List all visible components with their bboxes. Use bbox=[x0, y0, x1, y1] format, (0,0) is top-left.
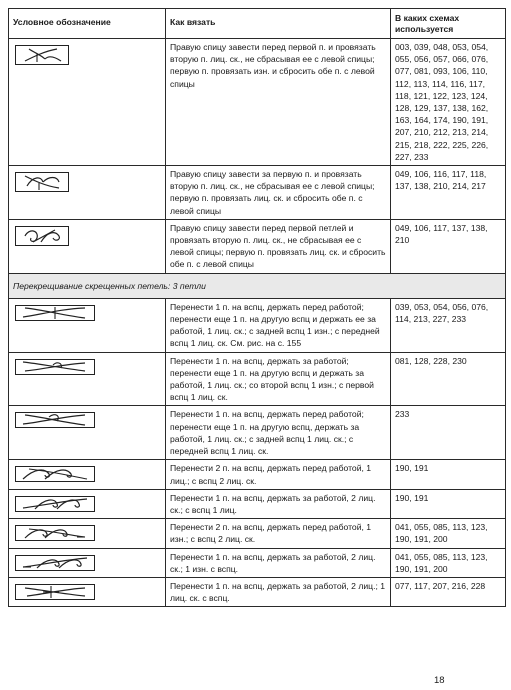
two-twisted-stitch-cross-left-icon bbox=[15, 226, 69, 246]
how-cell: Перенести 1 п. на вспц, держать за работой; перенести еще 1 п. на другую вспц и держать за работой, 1 лиц. ск.; со второй вспц 1 изн.; с первой вспц 1 лиц. ск. bbox=[166, 352, 391, 406]
schemes-cell: 049, 106, 117, 137, 138, 210 bbox=[391, 219, 506, 273]
how-cell: Перенести 1 п. на вспц, держать перед работой; перенести еще 1 п. на другую вспц, держать за работой, 1 лиц. ск.; с задней вспц 1 лиц. ск.; с передней вспц 1 лиц. ск. bbox=[166, 406, 391, 460]
schemes-cell: 077, 117, 207, 216, 228 bbox=[391, 577, 506, 606]
one-purl-two-right-cross-icon bbox=[15, 555, 95, 571]
symbol-cell bbox=[9, 577, 166, 606]
schemes-cell: 039, 053, 054, 056, 076, 114, 213, 227, 233 bbox=[391, 298, 506, 352]
symbol-table bbox=[8, 8, 506, 607]
schemes-cell: 081, 128, 228, 230 bbox=[391, 352, 506, 406]
section-title: Перекрещивание скрещенных петель: 3 петли bbox=[9, 273, 506, 298]
section-row bbox=[9, 273, 506, 298]
how-cell: Перенести 1 п. на вспц, держать за работой, 2 лиц. ск.; 1 изн. с вспц. bbox=[166, 548, 391, 577]
three-stitch-cross-left-knit-icon bbox=[15, 412, 95, 428]
two-stitch-cross-left-icon bbox=[15, 45, 69, 65]
page bbox=[8, 8, 505, 607]
schemes-cell: 003, 039, 048, 053, 054, 055, 056, 057, 066, 076, 077, 081, 093, 106, 110, 112, 113, 114, 116, 117, 118, 121, 122, 123, 124, 128, 129, 137, 138, 162, 163, 164, 174, 190, 191, 207, 210, 212, 213, 214, 215, 218, 222, 225, 226, 227, 233 bbox=[391, 39, 506, 166]
table-row bbox=[9, 577, 506, 606]
one-over-two-right-cross-icon bbox=[15, 496, 95, 512]
table-row bbox=[9, 352, 506, 406]
how-cell: Перенести 1 п. на вспц, держать перед работой; перенести еще 1 п. на другую вспц и держать ее за работой, 1 лиц. ск.; с задней вспц 1 изн.; с передней вспц 1 лиц. ск. См. рис. на с. 155 bbox=[166, 298, 391, 352]
table-row bbox=[9, 166, 506, 220]
one-twisted-two-right-cross-icon bbox=[15, 584, 95, 600]
schemes-cell: 190, 191 bbox=[391, 460, 506, 489]
symbol-cell bbox=[9, 406, 166, 460]
how-cell: Правую спицу завести перед первой петлей и провязать вторую п. лиц. ск., не сбрасывая ее с левой спицы; первую п. провязать лиц. ск. и сбросить обе п. с левой спицы bbox=[166, 219, 391, 273]
table-row bbox=[9, 460, 506, 489]
table-row bbox=[9, 298, 506, 352]
table-row bbox=[9, 39, 506, 166]
symbol-cell bbox=[9, 298, 166, 352]
how-cell: Перенести 2 п. на вспц, держать перед работой, 1 лиц.; с вспц 2 лиц. ск. bbox=[166, 460, 391, 489]
two-over-one-left-cross-icon bbox=[15, 466, 95, 482]
symbol-cell bbox=[9, 39, 166, 166]
how-cell: Перенести 1 п. на вспц, держать за работой, 2 лиц.; 1 лиц. ск. с вспц. bbox=[166, 577, 391, 606]
schemes-cell: 049, 106, 116, 117, 118, 137, 138, 210, 214, 217 bbox=[391, 166, 506, 220]
how-cell: Перенести 2 п. на вспц, держать перед работой, 1 изн.; с вспц 2 лиц. ск. bbox=[166, 519, 391, 548]
two-over-one-purl-left-cross-icon bbox=[15, 525, 95, 541]
symbol-cell bbox=[9, 219, 166, 273]
three-stitch-cross-right-icon bbox=[15, 359, 95, 375]
symbol-cell bbox=[9, 166, 166, 220]
symbol-cell bbox=[9, 489, 166, 518]
page-number: 18 bbox=[434, 675, 445, 686]
symbol-cell bbox=[9, 548, 166, 577]
table-row bbox=[9, 219, 506, 273]
schemes-cell: 190, 191 bbox=[391, 489, 506, 518]
schemes-cell: 233 bbox=[391, 406, 506, 460]
how-cell: Перенести 1 п. на вспц, держать за работой, 2 лиц. ск.; с вспц 1 лиц. bbox=[166, 489, 391, 518]
symbol-cell bbox=[9, 519, 166, 548]
header-schemes: В каких схемах используется bbox=[391, 9, 506, 39]
symbol-cell bbox=[9, 352, 166, 406]
two-stitch-cross-right-icon bbox=[15, 172, 69, 192]
table-row bbox=[9, 519, 506, 548]
table-row bbox=[9, 489, 506, 518]
how-cell: Правую спицу завести перед первой п. и провязать вторую п. лиц. ск., не сбрасывая ее с левой спицы; первую п. провязать изн. и сбросить обе п. с левой спицы bbox=[166, 39, 391, 166]
how-cell: Правую спицу завести за первую п. и провязать вторую п. лиц. ск., не сбрасывая ее с левой спицы; первую п. провязать лиц. ск. и сбросить обе п. с левой спицы bbox=[166, 166, 391, 220]
header-symbol: Условное обозначение bbox=[9, 9, 166, 39]
table-row bbox=[9, 548, 506, 577]
table-header-row bbox=[9, 9, 506, 39]
three-stitch-cross-left-icon bbox=[15, 305, 95, 321]
schemes-cell: 041, 055, 085, 113, 123, 190, 191, 200 bbox=[391, 548, 506, 577]
table-row bbox=[9, 406, 506, 460]
symbol-cell bbox=[9, 460, 166, 489]
header-how: Как вязать bbox=[166, 9, 391, 39]
schemes-cell: 041, 055, 085, 113, 123, 190, 191, 200 bbox=[391, 519, 506, 548]
